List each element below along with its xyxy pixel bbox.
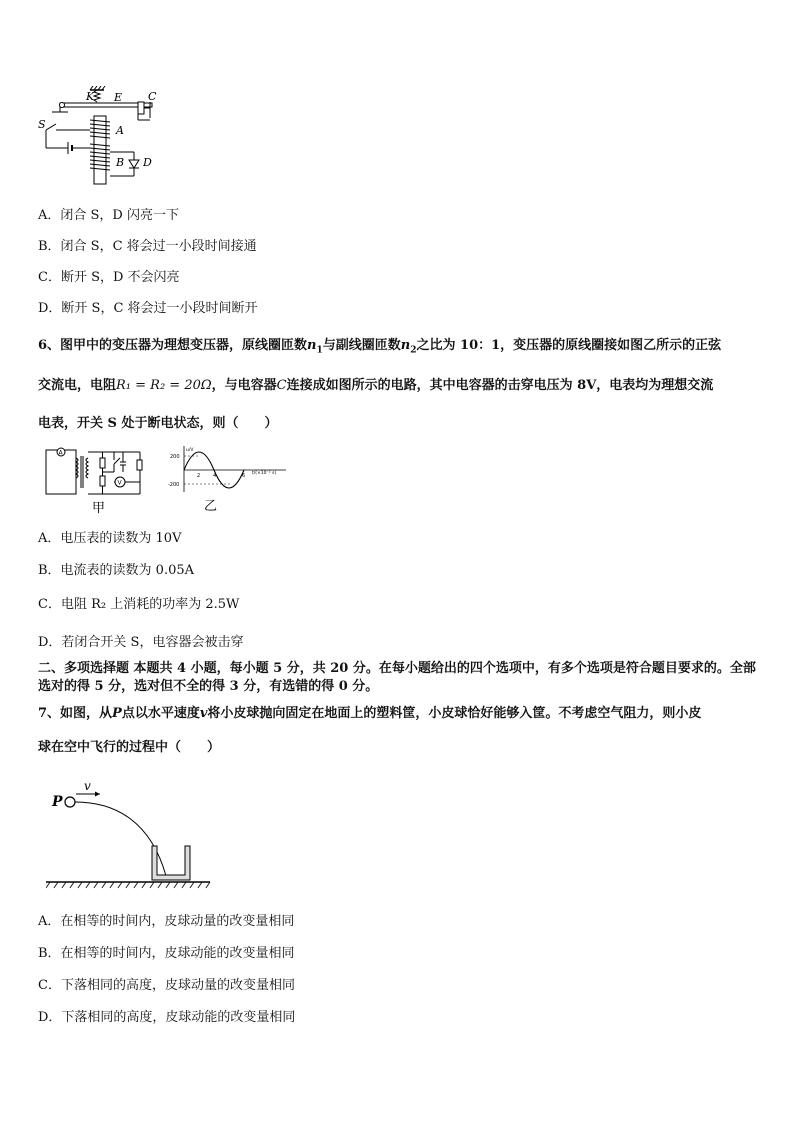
transformer-circuit-figure [40,444,160,516]
svg-text:A: A [58,449,63,457]
q5-option-c: C．断开 S，D 不会闪亮 [38,270,180,285]
graph-xlabel: t/(×10⁻² s) [252,471,277,476]
fig-label-jia: 甲 [92,501,106,516]
q5-option-a: A．闭合 S，D 闪亮一下 [38,208,179,223]
q5-option-b: B．闭合 S，C 将会过一小段时间接通 [38,239,257,254]
q5-option-d: D．断开 S，C 将会过一小段时间断开 [38,301,258,316]
fig-label-yi: 乙 [204,499,218,514]
q7-option-b: B．在相等的时间内，皮球动能的改变量相同 [38,946,295,961]
fig-label-p: P [52,794,63,810]
q7-stem-line1: 7、如图，从P点以水平速度v将小皮球抛向固定在地面上的塑料筐，小皮球恰好能够入筐。不考虑空气阻力，则小皮 [38,706,702,721]
q7-option-d: D．下落相同的高度，皮球动能的改变量相同 [38,1010,296,1025]
q6-stem-line3: 电表，开关 S 处于断电状态，则（ ） [38,416,278,431]
q6-stem-line2: 交流电，电阻R₁ = R₂ = 20Ω，与电容器C连接成如图所示的电路，其中电容器的击穿电压为 8V，电表均为理想交流 [38,378,714,393]
sine-wave-graph [168,444,288,516]
fig-label-v: v [84,779,91,793]
label-b: B [116,156,125,169]
label-e: E [114,91,123,104]
svg-text:V: V [117,479,122,487]
q7-option-a: A．在相等的时间内，皮球动量的改变量相同 [38,914,295,929]
relay-circuit-figure [38,86,168,186]
graph-ymax: 200 [170,454,180,460]
projectile-basket-figure [46,772,212,896]
label-k: K [86,90,95,103]
graph-t6: 6 [242,473,246,479]
label-c: C [148,90,157,103]
label-d: D [143,156,152,169]
graph-ylabel: u/V [186,448,194,453]
label-s: S [38,118,46,131]
q6-option-a: A．电压表的读数为 10V [38,531,182,546]
q6-option-d: D．若闭合开关 S，电容器会被击穿 [38,635,244,650]
q6-option-b: B．电流表的读数为 0.05A [38,563,195,578]
q7-option-c: C．下落相同的高度，皮球动量的改变量相同 [38,978,295,993]
section-2-instructions: 二、多项选择题 本题共 4 小题，每小题 5 分，共 20 分。在每小题给出的四个选项中，有多个选项是符合题目要求的。全部选对的得 5 分，选对但不全的得 3 分，有选错的得 0 分。 [38,661,756,694]
graph-t4: 4 [213,473,217,479]
label-a: A [116,124,124,137]
q6-stem-line1: 6、图甲中的变压器为理想变压器，原线圈匝数$n_1$与副线圈匝数$n_2$之比为 10：1，变压器的原线圈接如图乙所示的正弦 [38,338,722,356]
graph-ymin: -200 [168,482,180,488]
q6-option-c: C．电阻 R₂ 上消耗的功率为 2.5W [38,597,240,612]
graph-t2: 2 [197,473,201,479]
q7-stem-line2: 球在空中飞行的过程中（ ） [38,740,221,755]
